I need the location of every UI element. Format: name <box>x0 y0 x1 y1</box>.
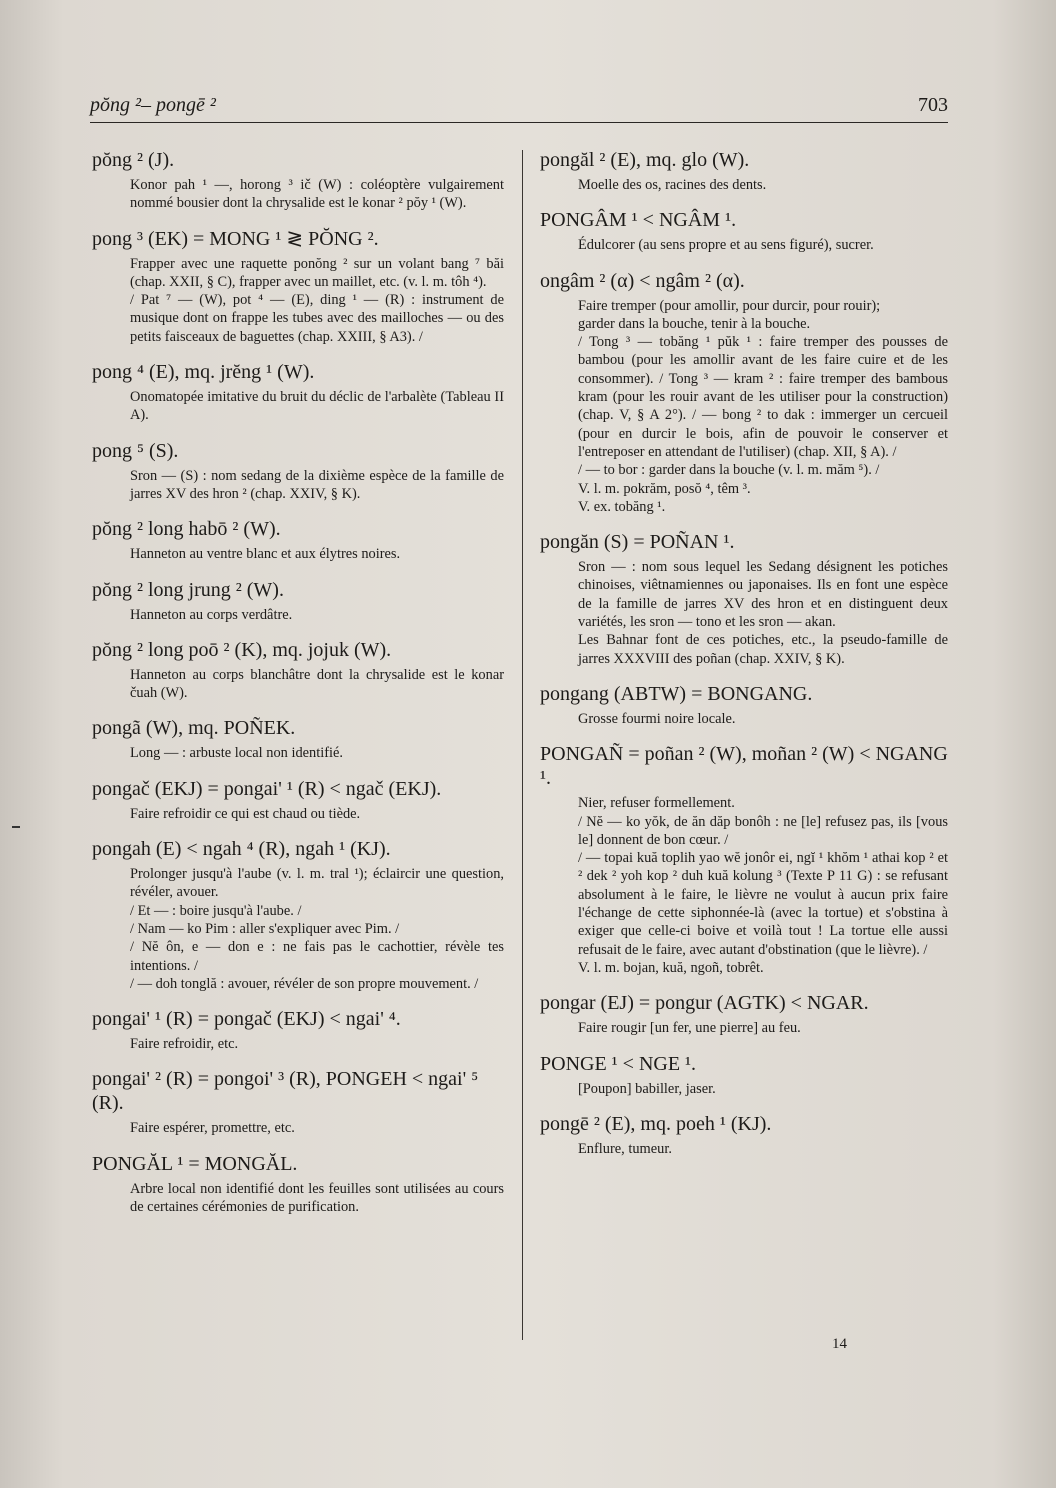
dictionary-entry <box>540 991 948 1037</box>
definition-line: Grosse fourmi noire locale. <box>578 710 736 727</box>
entry-headword: pongah (E) < ngah ⁴ (R), ngah ¹ (KJ). <box>92 838 391 861</box>
definition-line: Moelle des os, racines des dents. <box>578 177 767 193</box>
entry-definition <box>130 1180 504 1217</box>
entry-headword: pongang (ABTW) = BONGANG. <box>540 682 813 705</box>
definition-line: Long — : arbuste local non identifié. <box>130 745 344 762</box>
dictionary-entry <box>540 1112 948 1158</box>
entry-headword: pŏng ² (J). <box>92 149 175 171</box>
definition-line: V. l. m. bojan, kuă, ngoñ, tobrêt. <box>578 959 764 976</box>
dictionary-entry <box>92 360 504 425</box>
entry-definition <box>578 236 948 254</box>
definition-line: Faire rougir [un fer, une pierre] au feu. <box>578 1020 801 1037</box>
dictionary-entry <box>92 638 504 703</box>
entry-headword: pongai' ² (R) = pongoi' ³ (R), PONGEH < ngai' ⁵ (R). <box>92 1068 479 1115</box>
definition-line: / Pat ⁷ — (W), pot ⁴ — (E), ding ¹ — (R) : instrument de musique dont on frappe les tubes avec des mailloches — ou des petits faisceaux de baguettes (chap. XXIII, § A3). / <box>130 292 504 345</box>
definition-line: Konor pah ¹ —, horong ³ ič (W) : coléoptère vulgairement nommé bousier dont la chrysalide est le konar ² pŏy ¹ (W). <box>130 177 504 212</box>
dictionary-entry <box>92 578 504 624</box>
definition-line: / — topai kuă toplih yao wĕ jonôr ei, ngĭ ¹ khŏm ¹ athai kop ² et ² dek ² yoh kop ² duh kuă kolung ³ (Texte P 11 G) : se refusant absolument à le faire, le lièvre ne voulut à aucun prix faire l'échange de cette siphonnée-là (avec la tortue) et s'obstina à exiger que celle-ci boive et voilà tout ! La tortue elle aussi refusait de le faire, avec autant d'obstination (que le lièvre). / <box>578 850 948 958</box>
definition-line: / Et — : boire jusqu'à l'aube. / <box>130 902 302 919</box>
dictionary-entry <box>540 742 948 977</box>
entry-definition <box>578 297 948 517</box>
entry-headword: ongâm ² (α) < ngâm ² (α). <box>540 269 745 292</box>
dictionary-entry <box>92 1067 504 1137</box>
entry-headword: pongač (EKJ) = pongai' ¹ (R) < ngač (EKJ). <box>92 777 442 800</box>
definition-line: Frapper avec une raquette ponŏng ² sur un volant bang ⁷ băi (chap. XXII, § C), frapper avec un maillet, etc. (v. l. m. tôh ⁴). <box>130 255 504 290</box>
entry-headword: pŏng ² long poō ² (K), mq. jojuk (W). <box>92 638 392 661</box>
dictionary-entry <box>92 716 504 762</box>
definition-line: V. l. m. pokrăm, posŏ ⁴, têm ³. <box>578 480 751 497</box>
definition-line: Sron — : nom sous lequel les Sedang désignent les potiches chinoises, viêtnamiennes ou japonaises. Ils en font une espèce de la famille de jarres XV des hron et en distinguent deux variétés, les sron — tono et les sron — akan. <box>578 559 948 631</box>
dictionary-entry <box>92 227 504 346</box>
definition-line: garder dans la bouche, tenir à la bouche. <box>578 315 811 332</box>
entry-headword: pongăl ² (E), mq. glo (W). <box>540 149 750 171</box>
entry-definition <box>578 794 948 977</box>
entry-definition <box>130 545 504 563</box>
definition-line: Enflure, tumeur. <box>578 1140 672 1157</box>
dictionary-entry <box>92 517 504 563</box>
entry-definition <box>130 255 504 346</box>
dictionary-entry <box>540 530 948 668</box>
entry-headword: PONGÂM ¹ < NGÂM ¹. <box>540 209 737 232</box>
definition-line: Onomatopée imitative du bruit du déclic de l'arbalète (Tableau II A). <box>130 389 504 424</box>
entry-headword: pongar (EJ) = pongur (AGTK) < NGAR. <box>540 992 869 1015</box>
entry-definition <box>130 467 504 504</box>
dictionary-entry <box>540 682 948 728</box>
dictionary-entry <box>92 1007 504 1053</box>
entry-definition <box>130 176 504 213</box>
entry-headword: pong ⁵ (S). <box>92 439 179 462</box>
definition-line: / Nĕ — ko yŏk, de ăn dăp bonôh : ne [le] refusez pas, ils [vous le] donnent de bon cœur. / <box>578 813 948 848</box>
dictionary-entry <box>540 148 948 194</box>
entry-headword: PONGĂL ¹ = MONGĂL. <box>92 1152 298 1175</box>
entry-headword: pong ⁴ (E), mq. jrĕng ¹ (W). <box>92 361 315 384</box>
definition-line: Faire tremper (pour amollir, pour durcir, pour rouir); <box>578 297 881 314</box>
right-column <box>540 148 948 1172</box>
definition-line: [Poupon] babiller, jaser. <box>578 1080 716 1097</box>
definition-line: Hanneton au ventre blanc et aux élytres noires. <box>130 546 401 563</box>
dictionary-entry <box>540 1052 948 1098</box>
dictionary-entry <box>92 777 504 823</box>
entry-headword: pong ³ (EK) = MONG ¹ ≷ PŎNG ². <box>92 227 379 250</box>
entry-definition <box>130 744 504 762</box>
entry-headword: PONGE ¹ < NGE ¹. <box>540 1052 697 1075</box>
entry-definition <box>578 710 948 728</box>
definition-line: / — doh tonglă : avouer, révéler de son propre mouvement. / <box>130 975 479 992</box>
definition-line: / — to bor : garder dans la bouche (v. l. m. măm ⁵). / <box>578 462 880 479</box>
definition-line: Faire refroidir, etc. <box>130 1036 239 1053</box>
entry-definition <box>578 558 948 668</box>
left-column <box>92 148 504 1230</box>
entry-definition <box>130 388 504 425</box>
definition-line: Arbre local non identifié dont les feuilles sont utilisées au cours de certaines cérémonies de purification. <box>130 1180 504 1216</box>
running-head <box>90 92 948 123</box>
entry-headword: pongã (W), mq. POÑEK. <box>92 717 296 740</box>
entry-headword: PONGAÑ = poñan ² (W), moñan ² (W) < NGANG ¹. <box>540 743 948 790</box>
margin-mark <box>12 826 20 828</box>
entry-definition <box>130 805 504 823</box>
definition-line: V. ex. tobăng ¹. <box>578 498 666 515</box>
entry-definition <box>130 1035 504 1053</box>
dictionary-entry <box>92 837 504 993</box>
definition-line: / Tong ³ — tobăng ¹ pŭk ¹ : faire tremper des pousses de bambou (pour les amollir avant de les faire cuire et de les consommer). / Tong ³ — kram ² : faire tremper des bambous kram (pour les rouir avant de les utiliser pour la construction) (chap. V, § A 2°). / — bong ² to dak : immerger un cercueil (pour en durcir le bois, afin de pouvoir le conserver et l'entreposer en attendant de l'utiliser) (chap. XII, § A). / <box>578 334 948 460</box>
definition-line: Sron — (S) : nom sedang de la dixième espèce de la famille de jarres XV des hron ² (chap. XXIV, § K). <box>130 467 504 502</box>
definition-line: Hanneton au corps verdâtre. <box>130 606 293 623</box>
dictionary-entry <box>92 439 504 504</box>
column-rule <box>522 150 523 1340</box>
definition-line: Nier, refuser formellement. <box>578 795 735 812</box>
entry-headword: pongăn (S) = POÑAN ¹. <box>540 531 735 554</box>
entry-definition <box>130 606 504 624</box>
definition-line: Édulcorer (au sens propre et au sens figuré), sucrer. <box>578 237 874 254</box>
dictionary-entry <box>540 208 948 254</box>
entry-definition <box>578 1140 948 1158</box>
entry-definition <box>130 865 504 993</box>
entry-definition <box>578 1019 948 1037</box>
entry-headword: pongē ² (E), mq. poeh ¹ (KJ). <box>540 1112 772 1135</box>
signature-number: 14 <box>832 1336 847 1352</box>
dictionary-entry <box>92 1152 504 1217</box>
definition-line: Faire espérer, promettre, etc. <box>130 1120 295 1137</box>
entry-headword: pongai' ¹ (R) = pongač (EKJ) < ngai' ⁴. <box>92 1008 401 1031</box>
running-head-left: pŏng ²– pongē ² <box>90 94 216 116</box>
definition-line: Faire refroidir ce qui est chaud ou tiède. <box>130 805 361 822</box>
definition-line: Hanneton au corps blanchâtre dont la chrysalide est le konar čuah (W). <box>130 666 504 702</box>
definition-line: Les Bahnar font de ces potiches, etc., la pseudo-famille de jarres XXXVIII des poñan (chap. XXIV, § K). <box>578 632 948 667</box>
definition-line: Prolonger jusqu'à l'aube (v. l. m. tral ¹); éclaircir une question, révéler, avouer. <box>130 866 504 901</box>
entry-headword: pŏng ² long jrung ² (W). <box>92 578 284 601</box>
definition-line: / Nam — ko Pim : aller s'expliquer avec Pim. / <box>130 920 400 937</box>
entry-definition <box>578 1080 948 1098</box>
definition-line: / Nĕ ôn, e — don e : ne fais pas le cachottier, révèle tes intentions. / <box>130 939 504 974</box>
dictionary-entry <box>92 148 504 213</box>
page-number: 703 <box>918 94 948 116</box>
entry-definition <box>130 666 504 703</box>
entry-headword: pŏng ² long habō ² (W). <box>92 518 281 541</box>
entry-definition <box>578 176 948 194</box>
dictionary-entry <box>540 269 948 517</box>
entry-definition <box>130 1119 504 1137</box>
